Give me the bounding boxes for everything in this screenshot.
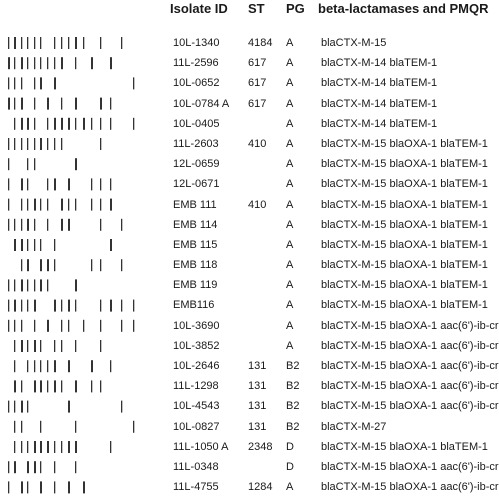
isolate-id-cell: 10L-0652 [173, 77, 220, 90]
genes-cell: blaCTX-M-15 blaOXA-1 blaTEM-1 [321, 440, 488, 453]
isolate-id-cell: 12L-0659 [173, 158, 220, 171]
isolate-id-cell: 11L-1298 [173, 380, 219, 393]
table-row [0, 437, 488, 457]
genes-cell: blaCTX-M-15 blaOXA-1 aac(6')-ib-cr [321, 481, 499, 494]
st-cell: 131 [248, 420, 267, 433]
table-row [0, 477, 499, 497]
isolate-id-cell: 10L-2646 [173, 360, 220, 372]
pg-cell: A [286, 57, 294, 70]
pg-cell: A [286, 279, 294, 292]
isolate-id-cell: EMB 115 [173, 238, 218, 251]
st-cell: 4184 [248, 37, 273, 49]
table-row [0, 174, 488, 194]
pg-cell: A [286, 77, 294, 90]
st-cell: 131 [248, 380, 267, 393]
table-row [0, 336, 499, 356]
st-cell: 617 [248, 77, 267, 90]
header-beta-lactamases: beta-lactamases and PMQR [318, 1, 489, 16]
table-row [0, 195, 488, 215]
genes-cell: blaCTX-M-15 blaOXA-1 aac(6')-ib-cr [321, 339, 499, 352]
st-cell: 617 [248, 57, 267, 70]
isolate-id-cell: 10L-0827 [173, 420, 220, 433]
isolate-id-cell: 11L-4755 [173, 481, 219, 494]
table-row [0, 316, 499, 336]
table-row [0, 275, 488, 295]
table-row [0, 417, 474, 437]
pg-cell: B2 [286, 360, 300, 372]
pg-cell: A [286, 198, 294, 211]
st-cell: 1284 [248, 481, 273, 494]
genes-cell: blaCTX-M-15 blaOXA-1 blaTEM-1 [321, 238, 488, 251]
st-cell: 617 [248, 97, 267, 110]
table-row [0, 295, 488, 315]
genes-cell: blaCTX-M-15 blaOXA-1 blaTEM-1 [321, 279, 488, 292]
genes-cell: blaCTX-M-15 blaOXA-1 aac(6')-ib-cr [321, 319, 499, 332]
pg-cell: A [286, 37, 294, 49]
table-row [0, 134, 488, 154]
isolate-id-cell: 10L-3690 [173, 319, 220, 332]
genes-cell: blaCTX-M-15 blaOXA-1 aac(6')-ib-cr [321, 400, 499, 413]
st-cell: 2348 [248, 440, 273, 453]
table-row [0, 457, 499, 477]
table-row [0, 94, 474, 114]
pg-cell: A [286, 218, 294, 231]
table-row [0, 356, 499, 376]
st-cell: 131 [248, 400, 267, 413]
pg-cell: A [286, 238, 294, 251]
genes-cell: blaCTX-M-15 blaOXA-1 blaTEM-1 [321, 259, 488, 272]
table-row [0, 255, 488, 275]
st-cell: 131 [248, 360, 267, 372]
isolate-table [0, 33, 499, 497]
isolate-id-cell: 10L-4543 [173, 400, 220, 413]
isolate-id-cell: 11L-2603 [173, 137, 219, 150]
genes-cell: blaCTX-M-15 blaOXA-1 aac(6')-ib-cr [321, 460, 499, 473]
table-row [0, 154, 488, 174]
isolate-id-cell: 10L-3852 [173, 339, 220, 352]
pg-cell: B2 [286, 400, 300, 413]
table-row [0, 215, 488, 235]
isolate-id-cell: 12L-0671 [173, 178, 220, 191]
pg-cell: A [286, 117, 294, 130]
genes-cell: blaCTX-M-15 blaOXA-1 aac(6')-ib-cr [321, 380, 499, 393]
table-row [0, 53, 474, 73]
isolate-id-cell: 11L-0348 [173, 460, 219, 473]
pg-cell: A [286, 158, 294, 171]
genes-cell: blaCTX-M-15 blaOXA-1 blaTEM-1 [321, 137, 488, 150]
isolate-id-cell: EMB 118 [173, 259, 218, 272]
table-row [0, 73, 474, 93]
table-row [0, 33, 474, 53]
isolate-id-cell: 11L-1050 A [173, 440, 229, 453]
pg-cell: B2 [286, 420, 300, 433]
header-isolate-id: Isolate ID [170, 1, 228, 16]
genes-cell: blaCTX-M-15 blaOXA-1 blaTEM-1 [321, 218, 488, 231]
st-cell: 410 [248, 198, 267, 211]
pg-cell: A [286, 137, 294, 150]
genes-cell: blaCTX-M-15 blaOXA-1 blaTEM-1 [321, 299, 488, 312]
isolate-id-cell: EMB 111 [173, 198, 217, 211]
table-row [0, 376, 499, 396]
isolate-id-cell: EMB116 [173, 299, 215, 312]
genes-cell: blaCTX-M-27 [321, 420, 387, 433]
isolate-id-cell: 10L-0405 [173, 117, 220, 130]
pg-cell: A [286, 299, 294, 312]
st-cell: 410 [248, 137, 267, 150]
genes-cell: blaCTX-M-14 blaTEM-1 [321, 97, 438, 110]
genes-cell: blaCTX-M-15 blaOXA-1 blaTEM-1 [321, 198, 488, 211]
pg-cell: A [286, 259, 294, 272]
genes-cell: blaCTX-M-14 blaTEM-1 [321, 77, 438, 90]
genes-cell: blaCTX-M-15 blaOXA-1 aac(6')-ib-cr [321, 360, 499, 372]
header-st: ST [248, 1, 265, 16]
isolate-id-cell: 10L-0784 A [173, 97, 230, 110]
pg-cell: D [286, 440, 294, 453]
genes-cell: blaCTX-M-15 blaOXA-1 blaTEM-1 [321, 178, 488, 191]
genes-cell: blaCTX-M-14 blaTEM-1 [321, 57, 438, 70]
table-row [0, 114, 474, 134]
pg-cell: D [286, 460, 294, 473]
genes-cell: blaCTX-M-14 blaTEM-1 [321, 117, 438, 130]
isolate-id-cell: EMB 114 [173, 218, 218, 231]
genes-cell: blaCTX-M-15 blaOXA-1 blaTEM-1 [321, 158, 488, 171]
isolate-id-cell: 10L-1340 [173, 37, 220, 49]
table-row [0, 396, 499, 416]
pg-cell: B2 [286, 380, 300, 393]
genes-cell: blaCTX-M-15 [321, 37, 387, 49]
header-pg: PG [286, 1, 305, 16]
pg-cell: A [286, 481, 294, 494]
pg-cell: A [286, 319, 294, 332]
table-row [0, 235, 488, 255]
pg-cell: A [286, 97, 294, 110]
isolate-id-cell: EMB 119 [173, 279, 218, 292]
pg-cell: A [286, 178, 294, 191]
isolate-id-cell: 11L-2596 [173, 57, 219, 70]
pg-cell: A [286, 339, 294, 352]
